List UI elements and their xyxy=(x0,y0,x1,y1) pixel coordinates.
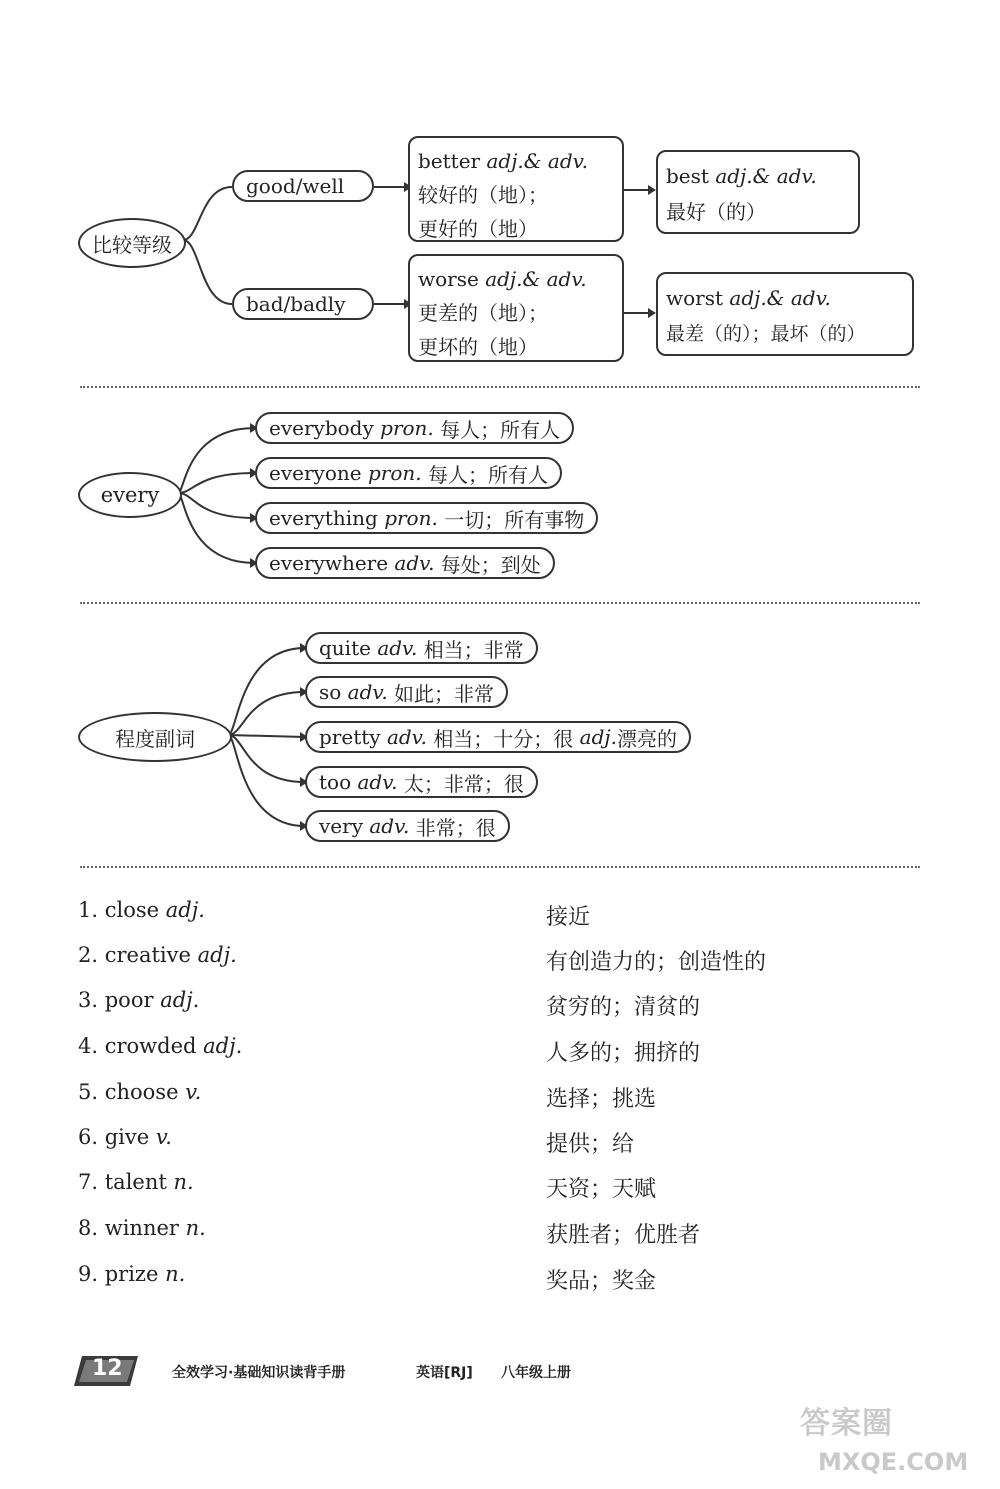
worse-word: worse xyxy=(418,267,479,291)
vocab-term xyxy=(78,1216,206,1240)
worst-word: worst xyxy=(666,286,724,310)
better-word: better xyxy=(418,149,481,173)
worst-pos: adj.& adv. xyxy=(729,286,831,310)
vocab-word: prize xyxy=(104,1262,159,1286)
degree-item-word: pretty xyxy=(319,725,381,749)
watermark-url: MXQE.COM xyxy=(818,1448,969,1476)
better-meaning-2: 更好的（地） xyxy=(418,217,538,241)
vocab-num: 9. xyxy=(78,1262,99,1286)
bad-badly-node xyxy=(232,288,374,320)
section-divider xyxy=(80,602,920,604)
worse-box xyxy=(408,254,624,362)
vocab-meaning: 接近 xyxy=(546,905,591,930)
vocab-meaning: 奖品；奖金 xyxy=(546,1269,657,1294)
degree-item-meaning: 相当；非常 xyxy=(423,637,524,662)
every-item-pos: pron. xyxy=(367,461,422,485)
degree-item-meaning: 非常；很 xyxy=(415,815,496,840)
every-item xyxy=(255,502,598,534)
vocab-meaning: 选择；挑选 xyxy=(546,1087,657,1112)
vocab-meaning: 获胜者；优胜者 xyxy=(546,1223,701,1248)
degree-item-meaning: 如此；非常 xyxy=(394,681,495,706)
vocab-term xyxy=(78,1080,201,1104)
bad-badly-label: bad/badly xyxy=(246,292,346,316)
every-item xyxy=(255,547,555,579)
degree-item-word: very xyxy=(319,814,363,838)
every-item-pos: pron. xyxy=(380,416,434,440)
vocab-term xyxy=(78,988,199,1012)
degree-item-pos: adv. xyxy=(377,636,418,660)
vocab-meaning: 有创造力的；创造性的 xyxy=(546,950,767,975)
every-root-node: every xyxy=(78,472,182,518)
vocab-pos: adj. xyxy=(160,988,200,1012)
every-item-pos: adv. xyxy=(394,551,435,575)
vocab-pos: n. xyxy=(165,1262,186,1286)
watermark-logo: 答案圈 xyxy=(800,1406,893,1441)
degree-item-pos: adv. xyxy=(357,770,398,794)
degree-item-pos: adv. xyxy=(347,680,388,704)
degree-item-extra-meaning: 漂亮的 xyxy=(616,726,677,751)
degree-item xyxy=(305,721,691,753)
every-item-meaning: 一切；所有事物 xyxy=(444,507,585,532)
best-word: best xyxy=(666,164,709,188)
vocab-num: 3. xyxy=(78,988,99,1012)
vocab-term xyxy=(78,1125,172,1149)
page-number: 12 xyxy=(92,1356,123,1381)
better-box xyxy=(408,136,624,242)
section-divider xyxy=(80,386,920,388)
vocab-pos: v. xyxy=(185,1080,202,1104)
better-pos: adj.& adv. xyxy=(486,149,588,173)
section-divider xyxy=(80,866,920,868)
vocab-pos: adj. xyxy=(165,898,205,922)
every-item xyxy=(255,457,562,489)
vocab-word: talent xyxy=(104,1170,167,1194)
degree-item-pos: adv. xyxy=(369,814,410,838)
degree-item-word: too xyxy=(319,770,352,794)
grade-label: 八年级上册 xyxy=(501,1365,571,1381)
every-item xyxy=(255,412,574,444)
every-item-pos: pron. xyxy=(384,506,438,530)
vocab-term xyxy=(78,1262,185,1286)
every-item-word: everybody xyxy=(269,416,374,440)
vocab-pos: n. xyxy=(173,1170,194,1194)
degree-item-extra-pos: adj. xyxy=(579,725,617,749)
every-item-meaning: 每人；所有人 xyxy=(440,417,561,442)
vocab-num: 5. xyxy=(78,1080,99,1104)
vocab-word: poor xyxy=(104,988,154,1012)
vocab-num: 7. xyxy=(78,1170,99,1194)
worse-meaning-1: 更差的（地）； xyxy=(418,301,548,325)
vocab-term xyxy=(78,943,237,967)
every-item-word: everything xyxy=(269,506,378,530)
vocab-word: close xyxy=(104,898,160,922)
best-box xyxy=(656,150,860,234)
vocab-num: 8. xyxy=(78,1216,99,1240)
degree-item-word: so xyxy=(319,680,342,704)
worse-pos: adj.& adv. xyxy=(485,267,587,291)
best-meaning: 最好（的） xyxy=(666,200,766,224)
better-meaning-1: 较好的（地）； xyxy=(418,183,548,207)
vocab-meaning: 提供；给 xyxy=(546,1132,635,1157)
degree-root-node: 程度副词 xyxy=(78,712,232,762)
vocab-meaning: 人多的；拥挤的 xyxy=(546,1041,701,1066)
vocab-meaning: 天资；天赋 xyxy=(546,1177,657,1202)
vocab-word: creative xyxy=(104,943,191,967)
page-number-badge xyxy=(72,1352,140,1388)
degree-item-meaning: 相当；十分；很 xyxy=(433,726,574,751)
vocab-word: choose xyxy=(104,1080,179,1104)
vocab-meaning: 贫穷的；清贫的 xyxy=(546,995,701,1020)
good-well-label: good/well xyxy=(246,174,345,198)
degree-item xyxy=(305,676,508,708)
degree-item-word: quite xyxy=(319,636,371,660)
every-item-word: everyone xyxy=(269,461,362,485)
comparison-root-node: 比较等级 xyxy=(78,218,186,268)
every-item-word: everywhere xyxy=(269,551,389,575)
vocab-pos: adj. xyxy=(203,1034,243,1058)
vocab-word: crowded xyxy=(104,1034,197,1058)
vocab-pos: n. xyxy=(185,1216,206,1240)
vocab-term xyxy=(78,1170,194,1194)
degree-item-pos: adv. xyxy=(386,725,427,749)
worst-box xyxy=(656,272,914,356)
vocab-term xyxy=(78,1034,242,1058)
vocab-word: winner xyxy=(104,1216,179,1240)
vocab-num: 6. xyxy=(78,1125,99,1149)
every-item-meaning: 每人；所有人 xyxy=(427,462,548,487)
vocab-pos: v. xyxy=(155,1125,172,1149)
worst-meaning: 最差（的）；最坏（的） xyxy=(666,323,866,345)
every-item-meaning: 每处；到处 xyxy=(440,552,541,577)
vocab-num: 1. xyxy=(78,898,99,922)
vocab-term xyxy=(78,898,205,922)
vocab-num: 4. xyxy=(78,1034,99,1058)
best-pos: adj.& adv. xyxy=(715,164,817,188)
degree-item xyxy=(305,810,510,842)
vocab-num: 2. xyxy=(78,943,99,967)
book-title: 全效学习·基础知识读背手册 xyxy=(172,1365,346,1381)
degree-item xyxy=(305,766,538,798)
degree-item-meaning: 太；非常；很 xyxy=(403,771,524,796)
vocab-pos: adj. xyxy=(197,943,237,967)
worse-meaning-2: 更坏的（地） xyxy=(418,335,538,359)
subject-label: 英语[RJ] xyxy=(416,1365,473,1381)
good-well-node xyxy=(232,170,374,202)
vocab-word: give xyxy=(104,1125,150,1149)
degree-item xyxy=(305,632,538,664)
